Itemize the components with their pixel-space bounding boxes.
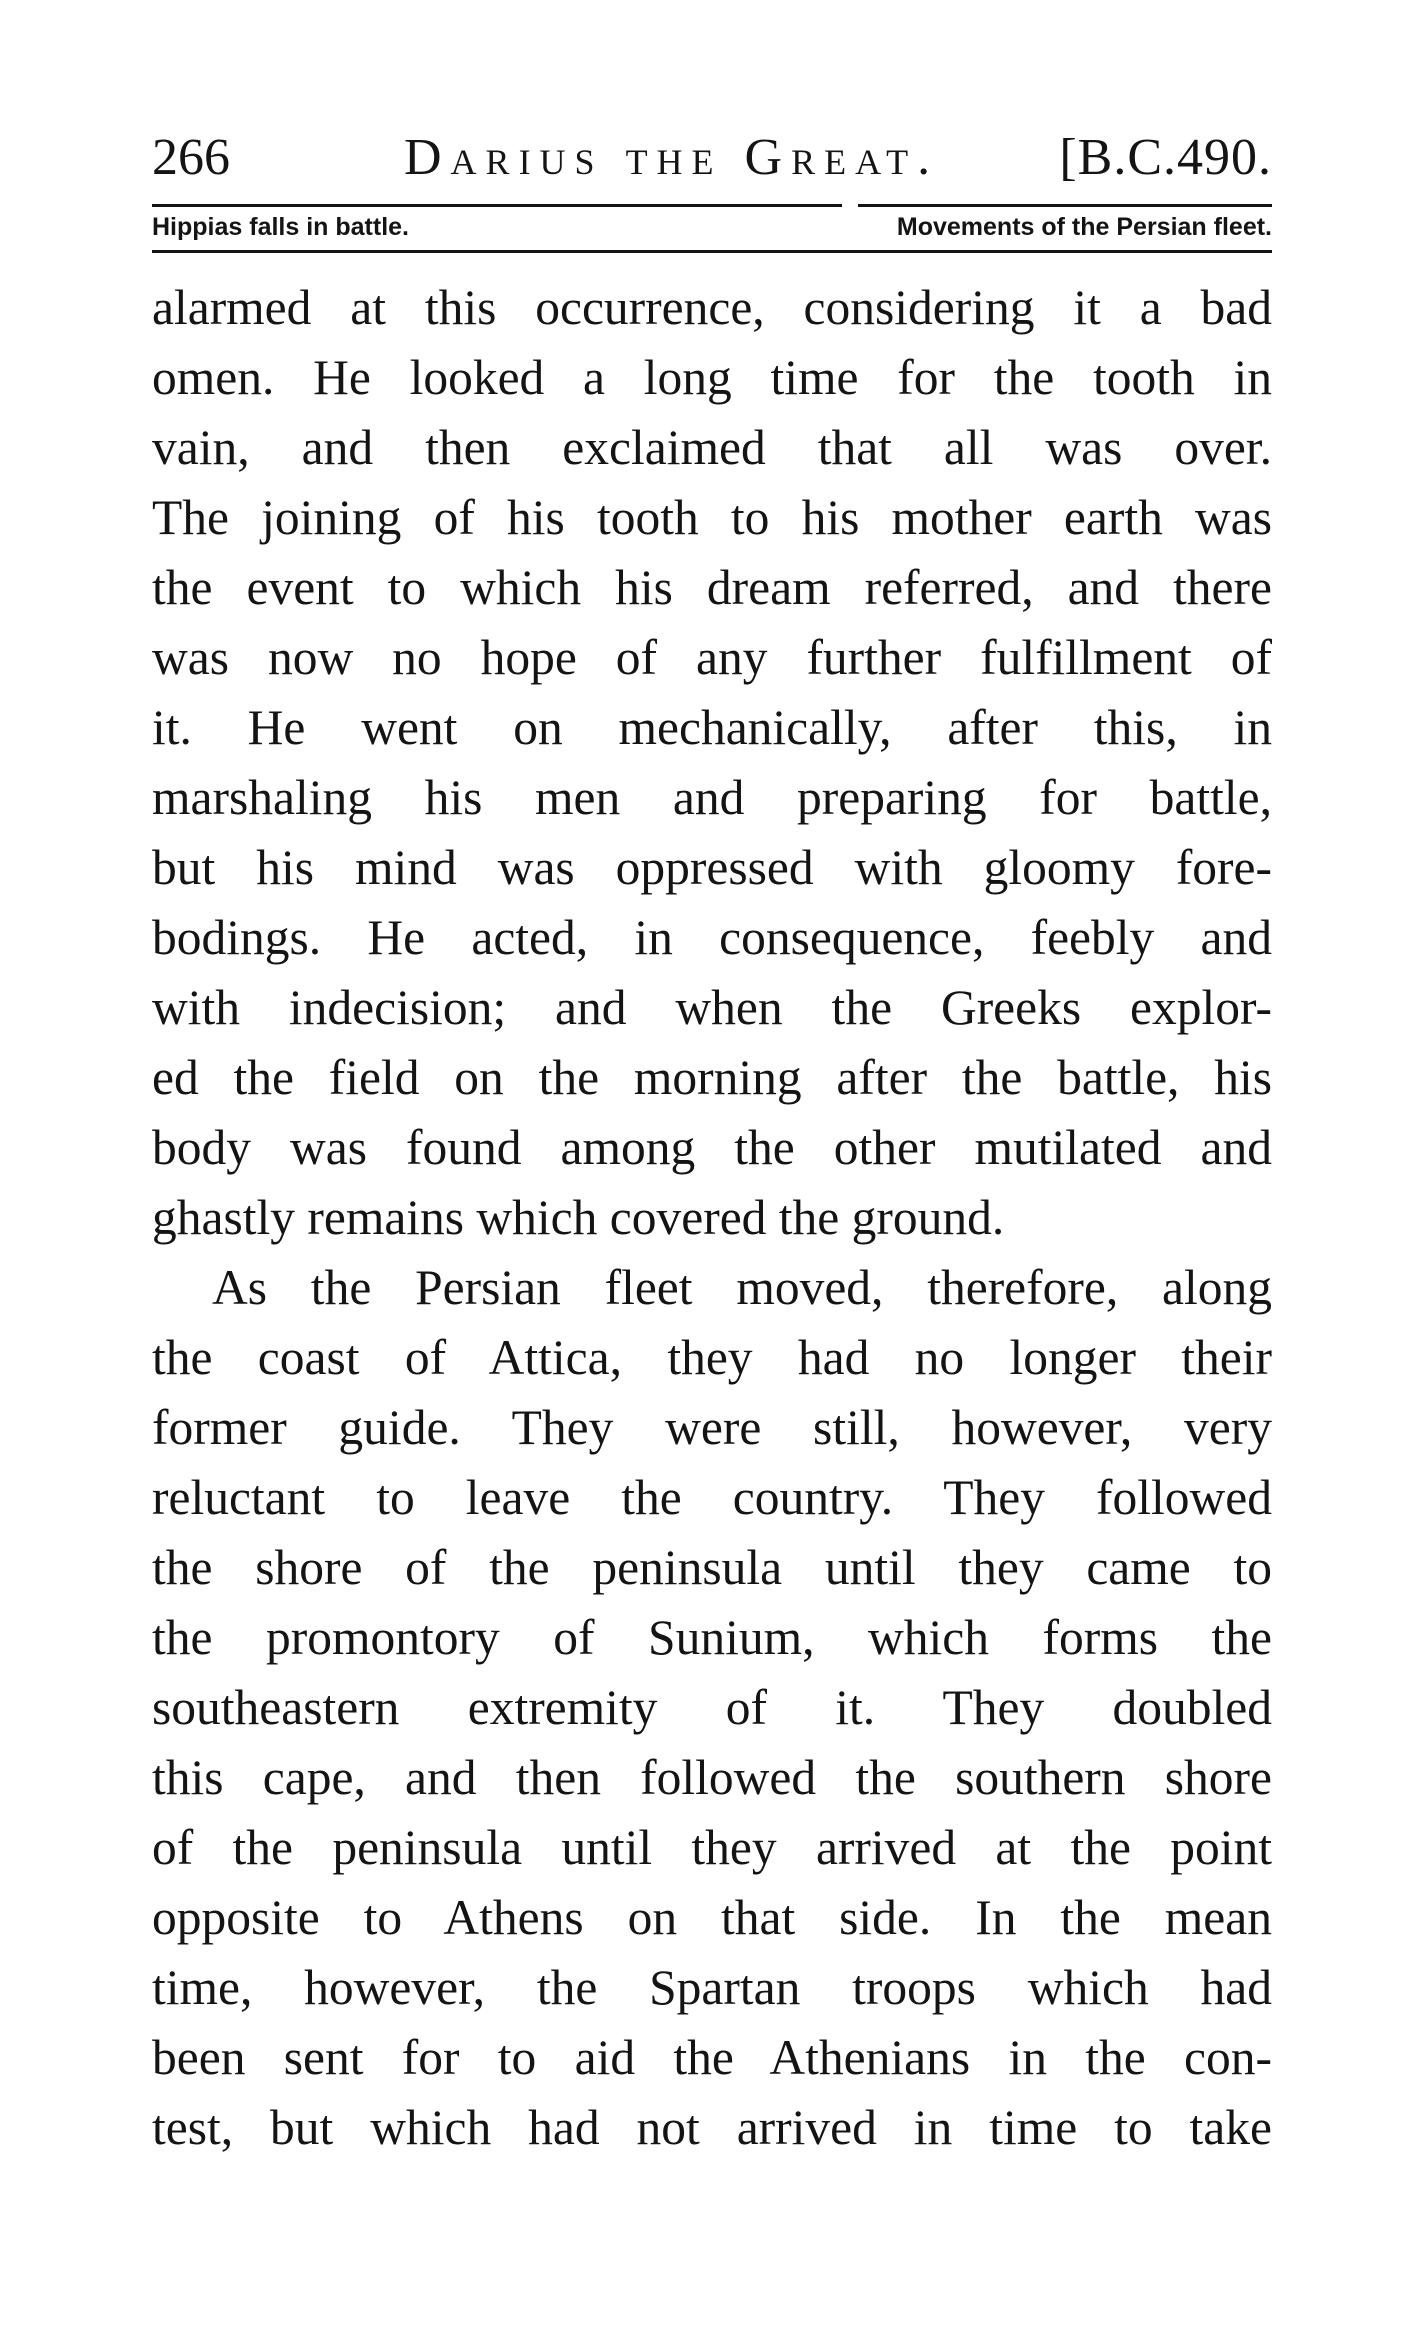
paragraph-2-line: the promontory of Sunium, which forms the (152, 1610, 1272, 1665)
paragraph-1-line: alarmed at this occurrence, considering it a bad (152, 280, 1272, 335)
paragraph-2-line: been sent for to aid the Athenians in the con- (152, 2030, 1272, 2085)
paragraph-2-line: this cape, and then followed the southern shore (152, 1750, 1272, 1805)
date-marker: [B.C.490. (1059, 129, 1272, 186)
marginal-subheads (152, 204, 1272, 250)
paragraph-1-line: marshaling his men and preparing for battle, (152, 770, 1272, 825)
paragraph-2-first-line: As the Persian fleet moved, therefore, along (212, 1260, 1272, 1315)
paragraph-1-line: vain, and then exclaimed that all was over. (152, 420, 1272, 475)
page-number: 266 (152, 129, 230, 186)
paragraph-1-line: bodings. He acted, in consequence, feebly and (152, 910, 1272, 965)
paragraph-1-line: body was found among the other mutilated and (152, 1120, 1272, 1175)
body-text (152, 273, 1272, 2163)
paragraph-1-line: The joining of his tooth to his mother earth was (152, 490, 1272, 545)
paragraph-1-line: was now no hope of any further fulfillment of (152, 630, 1272, 685)
paragraph-1-line: ed the field on the morning after the battle, his (152, 1050, 1272, 1105)
paragraph-1-line: the event to which his dream referred, and there (152, 560, 1272, 615)
paragraph-2-line: opposite to Athens on that side. In the mean (152, 1890, 1272, 1945)
paragraph-2-line: time, however, the Spartan troops which had (152, 1960, 1272, 2015)
paragraph-1-line: with indecision; and when the Greeks explor- (152, 980, 1272, 1035)
paragraph-1-line: it. He went on mechanically, after this, in (152, 700, 1272, 755)
subhead-left: Hippias falls in battle. (152, 213, 409, 241)
paragraph-2-line: reluctant to leave the country. They followed (152, 1470, 1272, 1525)
paragraph-1-last-line: ghastly remains which covered the ground. (152, 1190, 1005, 1245)
paragraph-1-line: but his mind was oppressed with gloomy fore- (152, 840, 1272, 895)
paragraph-2-line: former guide. They were still, however, very (152, 1400, 1272, 1455)
paragraph-2-line: the shore of the peninsula until they came to (152, 1540, 1272, 1595)
paragraph-1-line: omen. He looked a long time for the tooth in (152, 350, 1272, 405)
book-title: Darius the Great. (404, 129, 940, 186)
bottom-rule (152, 250, 1272, 253)
paragraph-2-line: of the peninsula until they arrived at the point (152, 1820, 1272, 1875)
paragraph-2-line: the coast of Attica, they had no longer their (152, 1330, 1272, 1385)
running-head (152, 128, 1272, 204)
paragraph-2-line: southeastern extremity of it. They doubled (152, 1680, 1272, 1735)
paragraph-2-line: test, but which had not arrived in time to take (152, 2100, 1272, 2155)
book-page (152, 128, 1272, 2163)
subhead-right: Movements of the Persian fleet. (896, 213, 1272, 241)
